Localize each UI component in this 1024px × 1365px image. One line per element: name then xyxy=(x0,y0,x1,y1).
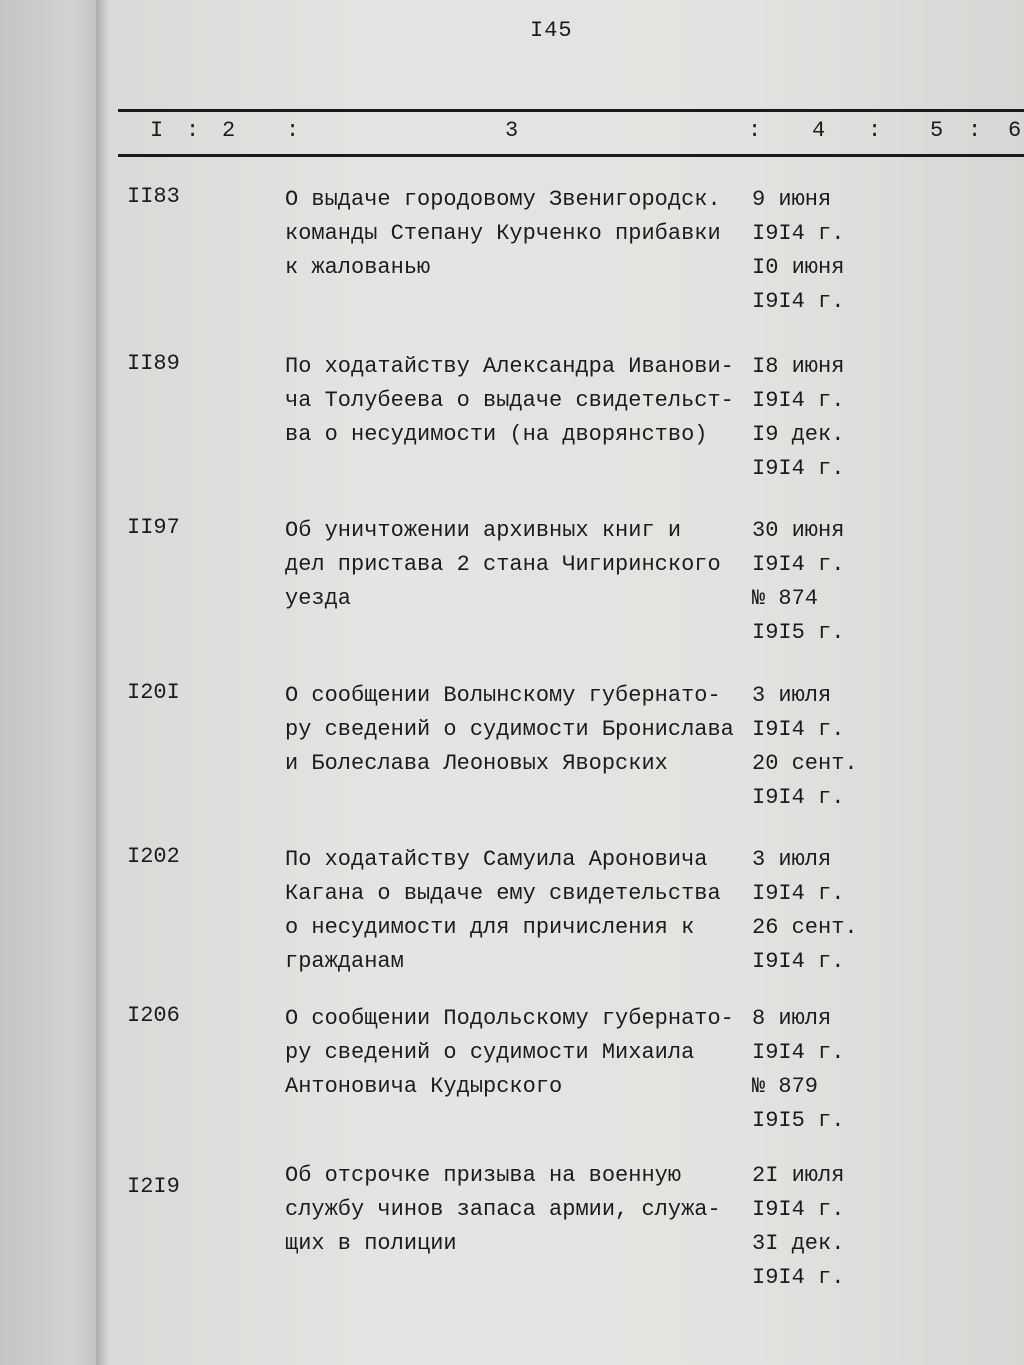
col-1-label: I xyxy=(150,118,164,143)
case-date: 2I июля xyxy=(752,1163,845,1188)
case-number: I202 xyxy=(127,844,180,869)
case-date: I9I4 г. xyxy=(752,456,845,481)
case-title-line: уезда xyxy=(285,586,352,611)
case-title-line: Антоновича Кудырского xyxy=(285,1074,563,1099)
col-sep: : xyxy=(748,118,762,143)
col-2-label: 2 xyxy=(222,118,236,143)
case-date: I9 дек. xyxy=(752,422,845,447)
case-date: I9I4 г. xyxy=(752,949,845,974)
case-title-line: ча Толубеева о выдаче свидетельст- xyxy=(285,388,734,413)
case-date: I9I4 г. xyxy=(752,1265,845,1290)
case-date: 9 июня xyxy=(752,187,832,212)
case-title-line: команды Степану Курченко прибавки xyxy=(285,221,721,246)
case-number: I20I xyxy=(127,680,180,705)
case-title-line: о несудимости для причисления к xyxy=(285,915,695,940)
case-title-line: О выдаче городовому Звенигородск. xyxy=(285,187,721,212)
case-date: I8 июня xyxy=(752,354,845,379)
case-date: I0 июня xyxy=(752,255,845,280)
page-number: I45 xyxy=(530,18,573,43)
header-bottom-rule xyxy=(118,154,1024,157)
case-date: I9I4 г. xyxy=(752,1197,845,1222)
case-date: I9I5 г. xyxy=(752,1108,845,1133)
case-title-line: службу чинов запаса армии, служа- xyxy=(285,1197,721,1222)
case-date: I9I4 г. xyxy=(752,552,845,577)
case-title-line: щих в полиции xyxy=(285,1231,457,1256)
case-date: I9I5 г. xyxy=(752,620,845,645)
case-date: 8 июля xyxy=(752,1006,832,1031)
col-5-label: 5 xyxy=(930,118,944,143)
case-date: 20 сент. xyxy=(752,751,858,776)
case-number: II83 xyxy=(127,184,180,209)
case-date: 3I дек. xyxy=(752,1231,845,1256)
column-header xyxy=(0,118,1024,148)
case-title-line: Об уничтожении архивных книг и xyxy=(285,518,682,543)
case-title-line: гражданам xyxy=(285,949,404,974)
case-date: I9I4 г. xyxy=(752,289,845,314)
case-title-line: ва о несудимости (на дворянство) xyxy=(285,422,708,447)
col-sep: : xyxy=(868,118,882,143)
case-title-line: Об отсрочке призыва на военную xyxy=(285,1163,682,1188)
case-date: I9I4 г. xyxy=(752,717,845,742)
case-date: 26 сент. xyxy=(752,915,858,940)
case-date: № 879 xyxy=(752,1074,819,1099)
case-date: I9I4 г. xyxy=(752,785,845,810)
col-sep: : xyxy=(968,118,982,143)
case-number: II89 xyxy=(127,351,180,376)
case-number: I206 xyxy=(127,1003,180,1028)
case-number: II97 xyxy=(127,515,180,540)
case-title-line: О сообщении Подольскому губернато- xyxy=(285,1006,734,1031)
case-number: I2I9 xyxy=(127,1174,180,1199)
case-title-line: и Болеслава Леоновых Яворских xyxy=(285,751,668,776)
col-3-label: 3 xyxy=(505,118,519,143)
case-date: № 874 xyxy=(752,586,819,611)
case-title-line: ру сведений о судимости Михаила xyxy=(285,1040,695,1065)
case-title-line: О сообщении Волынскому губернато- xyxy=(285,683,721,708)
case-title-line: Кагана о выдаче ему свидетельства xyxy=(285,881,721,906)
left-page-edge xyxy=(0,0,105,1365)
case-date: I9I4 г. xyxy=(752,221,845,246)
case-title-line: к жалованью xyxy=(285,255,431,280)
case-date: 3 июля xyxy=(752,847,832,872)
case-title-line: дел пристава 2 стана Чигиринского xyxy=(285,552,721,577)
case-date: 30 июня xyxy=(752,518,845,543)
header-top-rule xyxy=(118,109,1024,112)
case-title-line: По ходатайству Александра Иванови- xyxy=(285,354,734,379)
case-title-line: По ходатайству Самуила Ароновича xyxy=(285,847,708,872)
case-date: I9I4 г. xyxy=(752,881,845,906)
col-sep: : xyxy=(186,118,200,143)
case-date: 3 июля xyxy=(752,683,832,708)
case-title-line: ру сведений о судимости Бронислава xyxy=(285,717,734,742)
col-6-label: 6 xyxy=(1008,118,1022,143)
case-date: I9I4 г. xyxy=(752,388,845,413)
col-4-label: 4 xyxy=(812,118,826,143)
case-date: I9I4 г. xyxy=(752,1040,845,1065)
col-sep: : xyxy=(286,118,300,143)
